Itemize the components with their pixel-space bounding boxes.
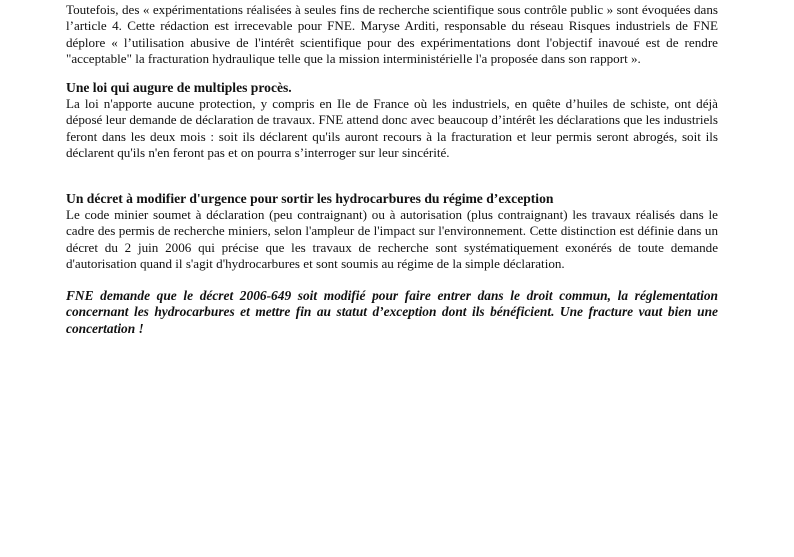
section-heading-decret: Un décret à modifier d'urgence pour sortir les hydrocarbures du régime d’exception (66, 190, 554, 206)
closing-statement: FNE demande que le décret 2006-649 soit modifié pour faire entrer dans le droit commun, la réglementation concernant les hydrocarbures et mettre fin au statut d’exception dont ils bénéficient. Une fracture vaut bien une concertation ! (66, 287, 718, 336)
spacer (66, 68, 718, 80)
section-heading-proces: Une loi qui augure de multiples procès. (66, 79, 292, 95)
spacer (66, 162, 718, 191)
intro-paragraph: Toutefois, des « expérimentations réalisées à seules fins de recherche scientifique sous contrôle public » sont évoquées dans l’article 4. Cette rédaction est irrecevable pour FNE. Maryse Arditi, responsable du réseau Risques industriels de FNE déplore « l’utilisation abusive de l'intérêt scientifique pour des expérimentations dont l'objectif inavoué est de rendre "acceptable" la fracturation hydraulique telle que la mission interministérielle l'a proposée dans son rapport ». (66, 2, 718, 67)
document-body (66, 2, 718, 337)
section-body-proces: La loi n'apporte aucune protection, y compris en Ile de France où les industriels, en quête d’huiles de schiste, ont déjà déposé leur demande de déclaration de travaux. FNE attend donc avec beaucoup d’intérêt les déclarations que les industriels feront dans les deux mois : soit ils déclarent qu'ils auront recours à la fracturation et leur permis seront abrogés, soit ils déclarent qu'ils n'en feront pas et on pourra s’interroger sur leur sincérité. (66, 96, 718, 161)
spacer (66, 273, 718, 288)
section-body-decret: Le code minier soumet à déclaration (peu contraignant) ou à autorisation (plus contraignant) les travaux réalisés dans le cadre des permis de recherche miniers, selon l'ampleur de l'impact sur l'environnement. Cette distinction est définie dans un décret du 2 juin 2006 qui précise que les travaux de recherche sont systématiquement exonérés de toute demande d'autorisation quand il s'agit d'hydrocarbures et sont soumis au régime de la simple déclaration. (66, 207, 718, 272)
